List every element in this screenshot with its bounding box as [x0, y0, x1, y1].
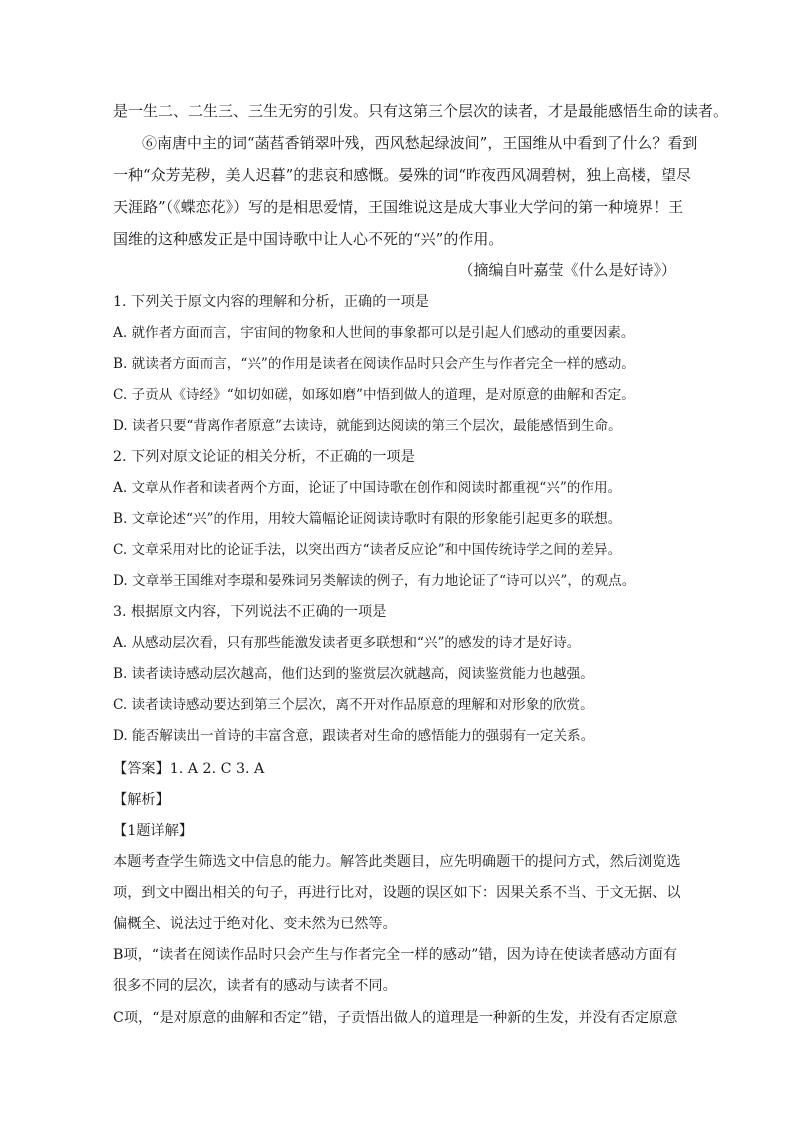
analysis-text: 本题考查学生筛选文中信息的能力。解答此类题目，应先明确题干的提问方式，然后浏览选 [113, 854, 681, 870]
question-option: D. 读者只要“背离作者原意”去读诗，就能到达阅读的第三个层次，最能感悟到生命。 [113, 418, 622, 434]
question-option: C. 读者读诗感动要达到第三个层次，离不开对作品原意的理解和对形象的欣赏。 [113, 697, 594, 713]
analysis-text: 偏概全、说法过于绝对化、变未然为已然等。 [113, 916, 397, 932]
analysis-subheading: 【1题详解】 [113, 823, 193, 839]
question-option: A. 就作者方面而言，宇宙间的物象和人世间的事象都可以是引起人们感动的重要因素。 [113, 325, 635, 341]
question-option: C. 子贡从《诗经》“如切如磋，如琢如磨”中悟到做人的道理，是对原意的曲解和否定。 [113, 387, 635, 403]
passage-line: 是一生二、二生三、三生无穷的引发。只有这第三个层次的读者，才是最能感悟生命的读者。 [113, 102, 729, 120]
analysis-text: C项，“是对原意的曲解和否定”错，子贡悟出做人的道理是一种新的生发，并没有否定原意 [113, 1010, 678, 1026]
question-option: D. 能否解读出一首诗的丰富含意，跟读者对生命的感悟能力的强弱有一定关系。 [113, 728, 595, 744]
question-option: A. 文章从作者和读者两个方面，论证了中国诗歌在创作和阅读时都重视“兴”的作用。 [113, 480, 622, 496]
analysis-heading: 【解析】 [113, 792, 170, 808]
passage-line: 一种“众芳芜秽，美人迟暮”的悲哀和感慨。晏殊的词“昨夜西风凋碧树，独上高楼，望尽 [113, 166, 692, 184]
analysis-text: 项，到文中圈出相关的句子，再进行比对，设题的误区如下：因果关系不当、于文无据、以 [113, 885, 681, 901]
question-option: A. 从感动层次看，只有那些能激发读者更多联想和“兴”的感发的诗才是好诗。 [113, 635, 581, 651]
answer-line: 【答案】1. A 2. C 3. A [113, 761, 265, 777]
question-option: D. 文章举王国维对李璟和晏殊词另类解读的例子，有力地论证了“诗可以兴”，的观点。 [113, 573, 636, 589]
question-option: B. 就读者方面而言，“兴”的作用是读者在阅读作品时只会产生与作者完全一样的感动。 [113, 356, 635, 372]
question-stem: 1. 下列关于原文内容的理解和分析，正确的一项是 [113, 294, 429, 310]
analysis-text: B项，“读者在阅读作品时只会产生与作者完全一样的感动”错，因为诗在使读者感动方面有 [113, 947, 678, 963]
passage-source: （摘编自叶嘉莹《什么是好诗》） [458, 261, 676, 279]
question-option: C. 文章采用对比的论证手法，以突出西方“读者反应论”和中国传统诗学之间的差异。 [113, 542, 622, 558]
passage-line: 天涯路”（《蝶恋花》）写的是相思爱情，王国维说这是成大事业大学问的第一种境界！王 [113, 198, 684, 216]
question-option: B. 读者读诗感动层次越高，他们达到的鉴赏层次就越高，阅读鉴赏能力也越强。 [113, 666, 594, 682]
passage-line: ⑥南唐中主的词“菡萏香销翠叶残，西风愁起绿波间”，王国维从中看到了什么？看到 [142, 134, 698, 152]
question-stem: 2. 下列对原文论证的相关分析，不正确的一项是 [113, 449, 415, 465]
analysis-text: 很多不同的层次，读者有的感动与读者不同。 [113, 978, 397, 994]
question-option: B. 文章论述“兴”的作用，用较大篇幅论证阅读诗歌时有限的形象能引起更多的联想。 [113, 511, 622, 527]
passage-line: 国维的这种感发正是中国诗歌中让人心不死的“兴”的作用。 [113, 230, 504, 248]
question-stem: 3. 根据原文内容，下列说法不正确的一项是 [113, 604, 387, 620]
